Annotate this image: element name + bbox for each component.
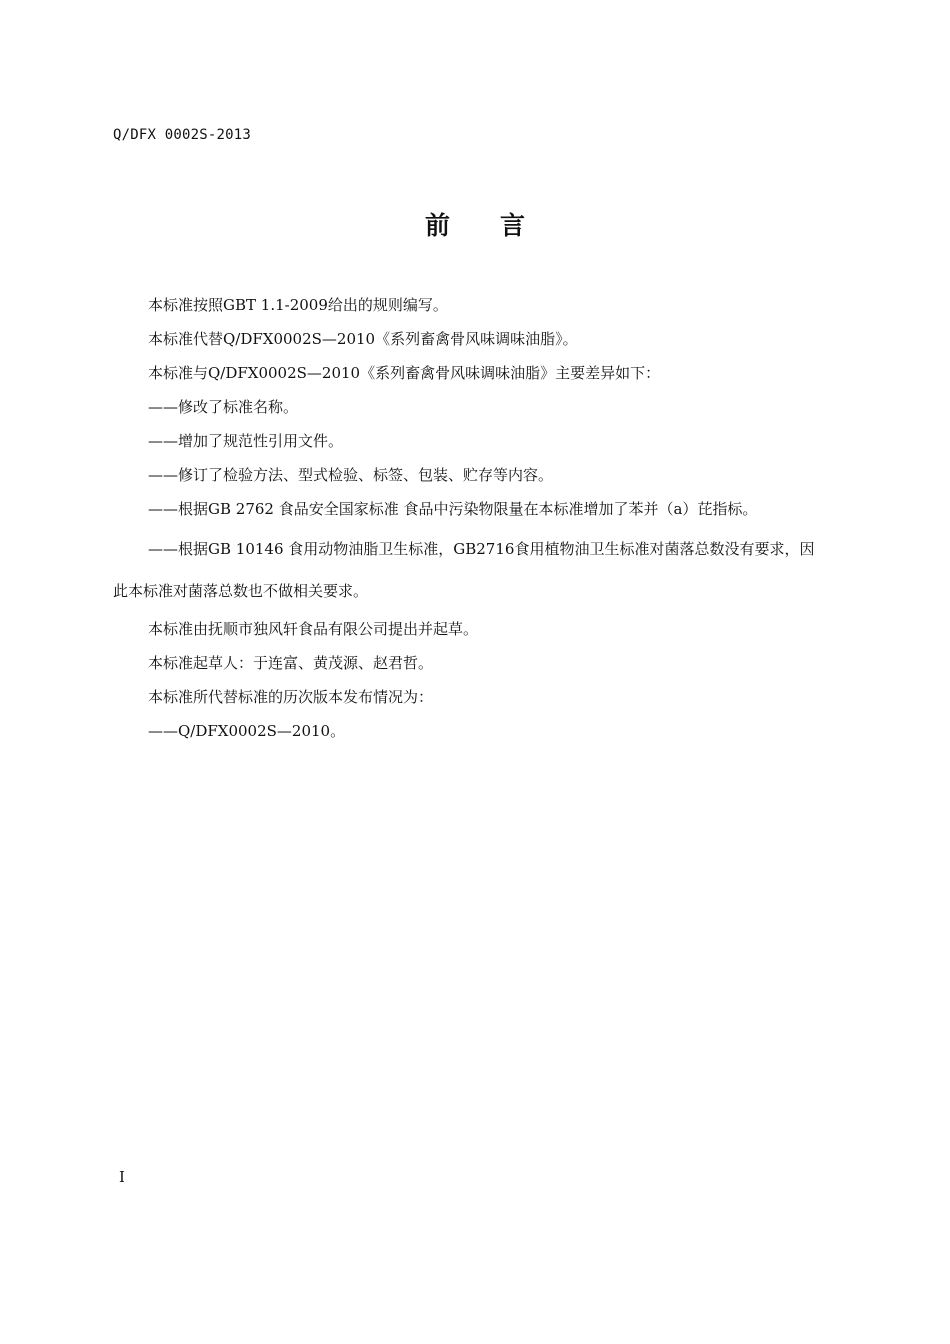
paragraph-drafters: 本标准起草人：于连富、黄茂源、赵君哲。: [148, 654, 434, 672]
paragraph-history-intro: 本标准所代替标准的历次版本发布情况为：: [148, 688, 434, 706]
paragraph-differences-intro: 本标准与Q/DFX0002S—2010《系列畜禽骨风味调味油脂》主要差异如下：: [148, 364, 661, 382]
document-code: Q/DFX 0002S-2013: [113, 127, 252, 143]
page-title: 前言: [424, 211, 575, 240]
paragraph-proposer: 本标准由抚顺市独风轩食品有限公司提出并起草。: [148, 620, 479, 638]
colony-count-line-2: 此本标准对菌落总数也不做相关要求。: [113, 582, 369, 600]
colony-count-line-1: ——根据GB 10146 食用动物油脂卫生标准，GB2716食用植物油卫生标准对菌落总数没有要求，因: [148, 540, 815, 558]
list-item-colony-count: [113, 528, 863, 612]
page-number: I: [119, 1168, 125, 1186]
list-item-name-change: ——修改了标准名称。: [148, 398, 299, 416]
list-item-references: ——增加了规范性引用文件。: [148, 432, 344, 450]
paragraph-replaces: 本标准代替Q/DFX0002S—2010《系列畜禽骨风味调味油脂》。: [148, 330, 578, 348]
paragraph-drafting-rules: 本标准按照GBT 1.1-2009给出的规则编写。: [148, 296, 448, 314]
list-item-benzopyrene: ——根据GB 2762 食品安全国家标准 食品中污染物限量在本标准增加了苯并（a）芘指标。: [148, 500, 758, 518]
foreword-body: [113, 288, 863, 748]
list-item-previous-version: ——Q/DFX0002S—2010。: [148, 722, 346, 740]
list-item-revisions: ——修订了检验方法、型式检验、标签、包装、贮存等内容。: [148, 466, 554, 484]
